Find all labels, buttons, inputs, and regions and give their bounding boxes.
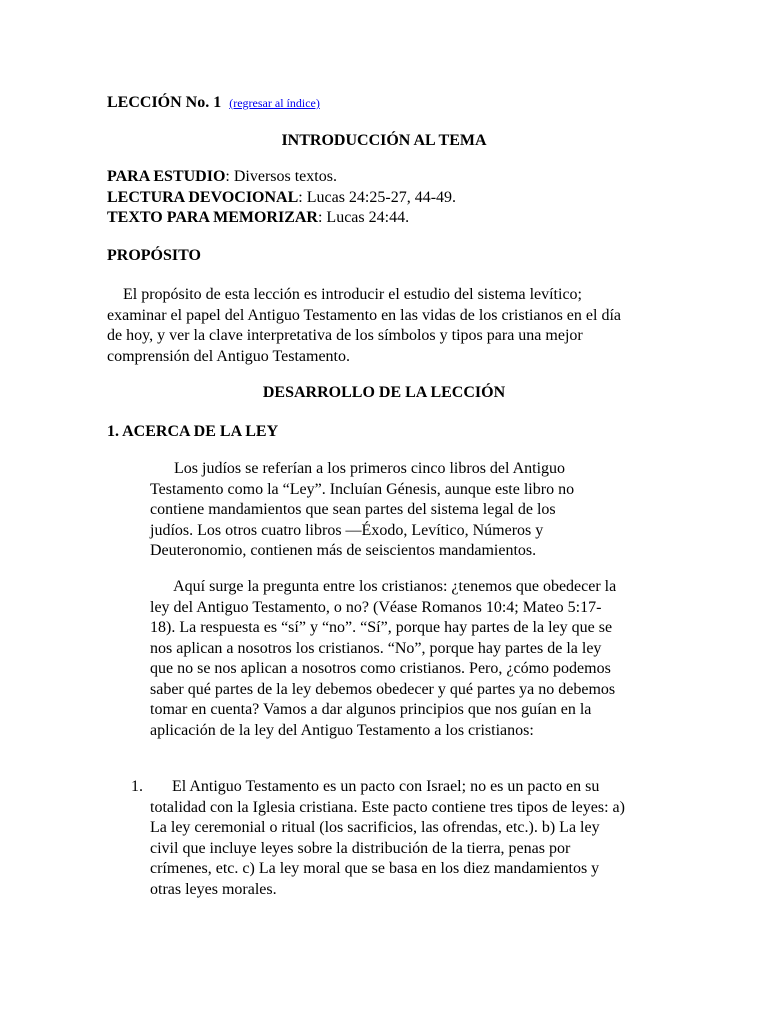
info-value: : Diversos textos.: [225, 168, 337, 185]
paragraph-line: La ley ceremonial o ritual (los sacrificios, las ofrendas, etc.). b) La ley: [150, 819, 600, 836]
paragraph-line: tomar en cuenta? Vamos a dar algunos principios que nos guían en la: [150, 701, 592, 718]
info-label: LECTURA DEVOCIONAL: [107, 188, 299, 206]
paragraph-line: de hoy, y ver la clave interpretativa de los símbolos y tipos para una mejor: [107, 327, 583, 344]
paragraph-line: que no se nos aplican a nosotros como cristianos. Pero, ¿cómo podemos: [150, 660, 611, 677]
paragraph-line: 18). La respuesta es “sí” y “no”. “Sí”, porque hay partes de la ley que se: [150, 619, 613, 636]
paragraph-line: Aquí surge la pregunta entre los cristianos: ¿tenemos que obedecer la: [150, 578, 617, 595]
lesson-title: LECCIÓN No. 1: [107, 94, 222, 111]
item-1-text: [150, 777, 670, 900]
paragraph-line: comprensión del Antiguo Testamento.: [107, 347, 350, 365]
paragraph-line: ley del Antiguo Testamento, o no? (Véase Romanos 10:4; Mateo 5:17-: [150, 598, 602, 616]
info-label: TEXTO PARA MEMORIZAR: [107, 209, 318, 226]
section-1-paragraph-2: [150, 577, 650, 741]
paragraph-line: civil que incluye leyes sobre la distribución de la tierra, penas por: [150, 839, 571, 857]
paragraph-line: totalidad con la Iglesia cristiana. Este pacto contiene tres tipos de leyes: a): [150, 798, 625, 816]
paragraph-line: Los judíos se referían a los primeros cinco libros del Antiguo: [150, 460, 566, 477]
purpose-paragraph: [107, 285, 647, 367]
item-1-number: 1.: [131, 778, 143, 795]
paragraph-line: contiene mandamientos que sean partes del sistema legal de los: [150, 501, 556, 518]
paragraph-line: saber qué partes de la ley debemos obedecer y qué partes ya no debemos: [150, 680, 616, 698]
paragraph-line: otras leyes morales.: [150, 880, 277, 898]
paragraph-line: judíos. Los otros cuatro libros —Éxodo, Levítico, Números y: [150, 521, 544, 539]
paragraph-line: crímenes, etc. c) La ley moral que se basa en los diez mandamientos y: [150, 860, 600, 877]
info-label: PARA ESTUDIO: [107, 168, 226, 185]
index-link[interactable]: (regresar al índice): [229, 96, 320, 110]
purpose-heading: PROPÓSITO: [107, 247, 201, 264]
paragraph-line: examinar el papel del Antiguo Testamento en las vidas de los cristianos en el día: [107, 306, 621, 324]
paragraph-line: nos aplican a nosotros los cristianos. “No”, porque hay partes de la ley: [150, 639, 602, 657]
paragraph-line: aplicación de la ley del Antiguo Testamento a los cristianos:: [150, 721, 534, 739]
info-line-study: [107, 167, 456, 188]
section-1-paragraph-1: [150, 459, 650, 562]
paragraph-line: Testamento como la “Ley”. Incluían Génesis, aunque este libro no: [150, 480, 575, 498]
info-block: [107, 167, 456, 229]
section-1-heading: 1. ACERCA DE LA LEY: [107, 423, 279, 440]
development-heading: DESARROLLO DE LA LECCIÓN: [262, 384, 506, 401]
paragraph-line: El Antiguo Testamento es un pacto con Israel; no es un pacto en su: [172, 778, 600, 795]
info-line-memorize: [107, 208, 456, 229]
info-value: : Lucas 24:44.: [317, 209, 410, 226]
paragraph-line: El propósito de esta lección es introducir el estudio del sistema levítico;: [107, 286, 582, 303]
info-line-reading: [107, 188, 456, 209]
intro-heading: INTRODUCCIÓN AL TEMA: [281, 132, 487, 149]
lesson-title-line: [107, 93, 320, 114]
info-value: : Lucas 24:25-27, 44-49.: [298, 188, 457, 206]
paragraph-line: Deuteronomio, contienen más de seiscientos mandamientos.: [150, 542, 537, 559]
